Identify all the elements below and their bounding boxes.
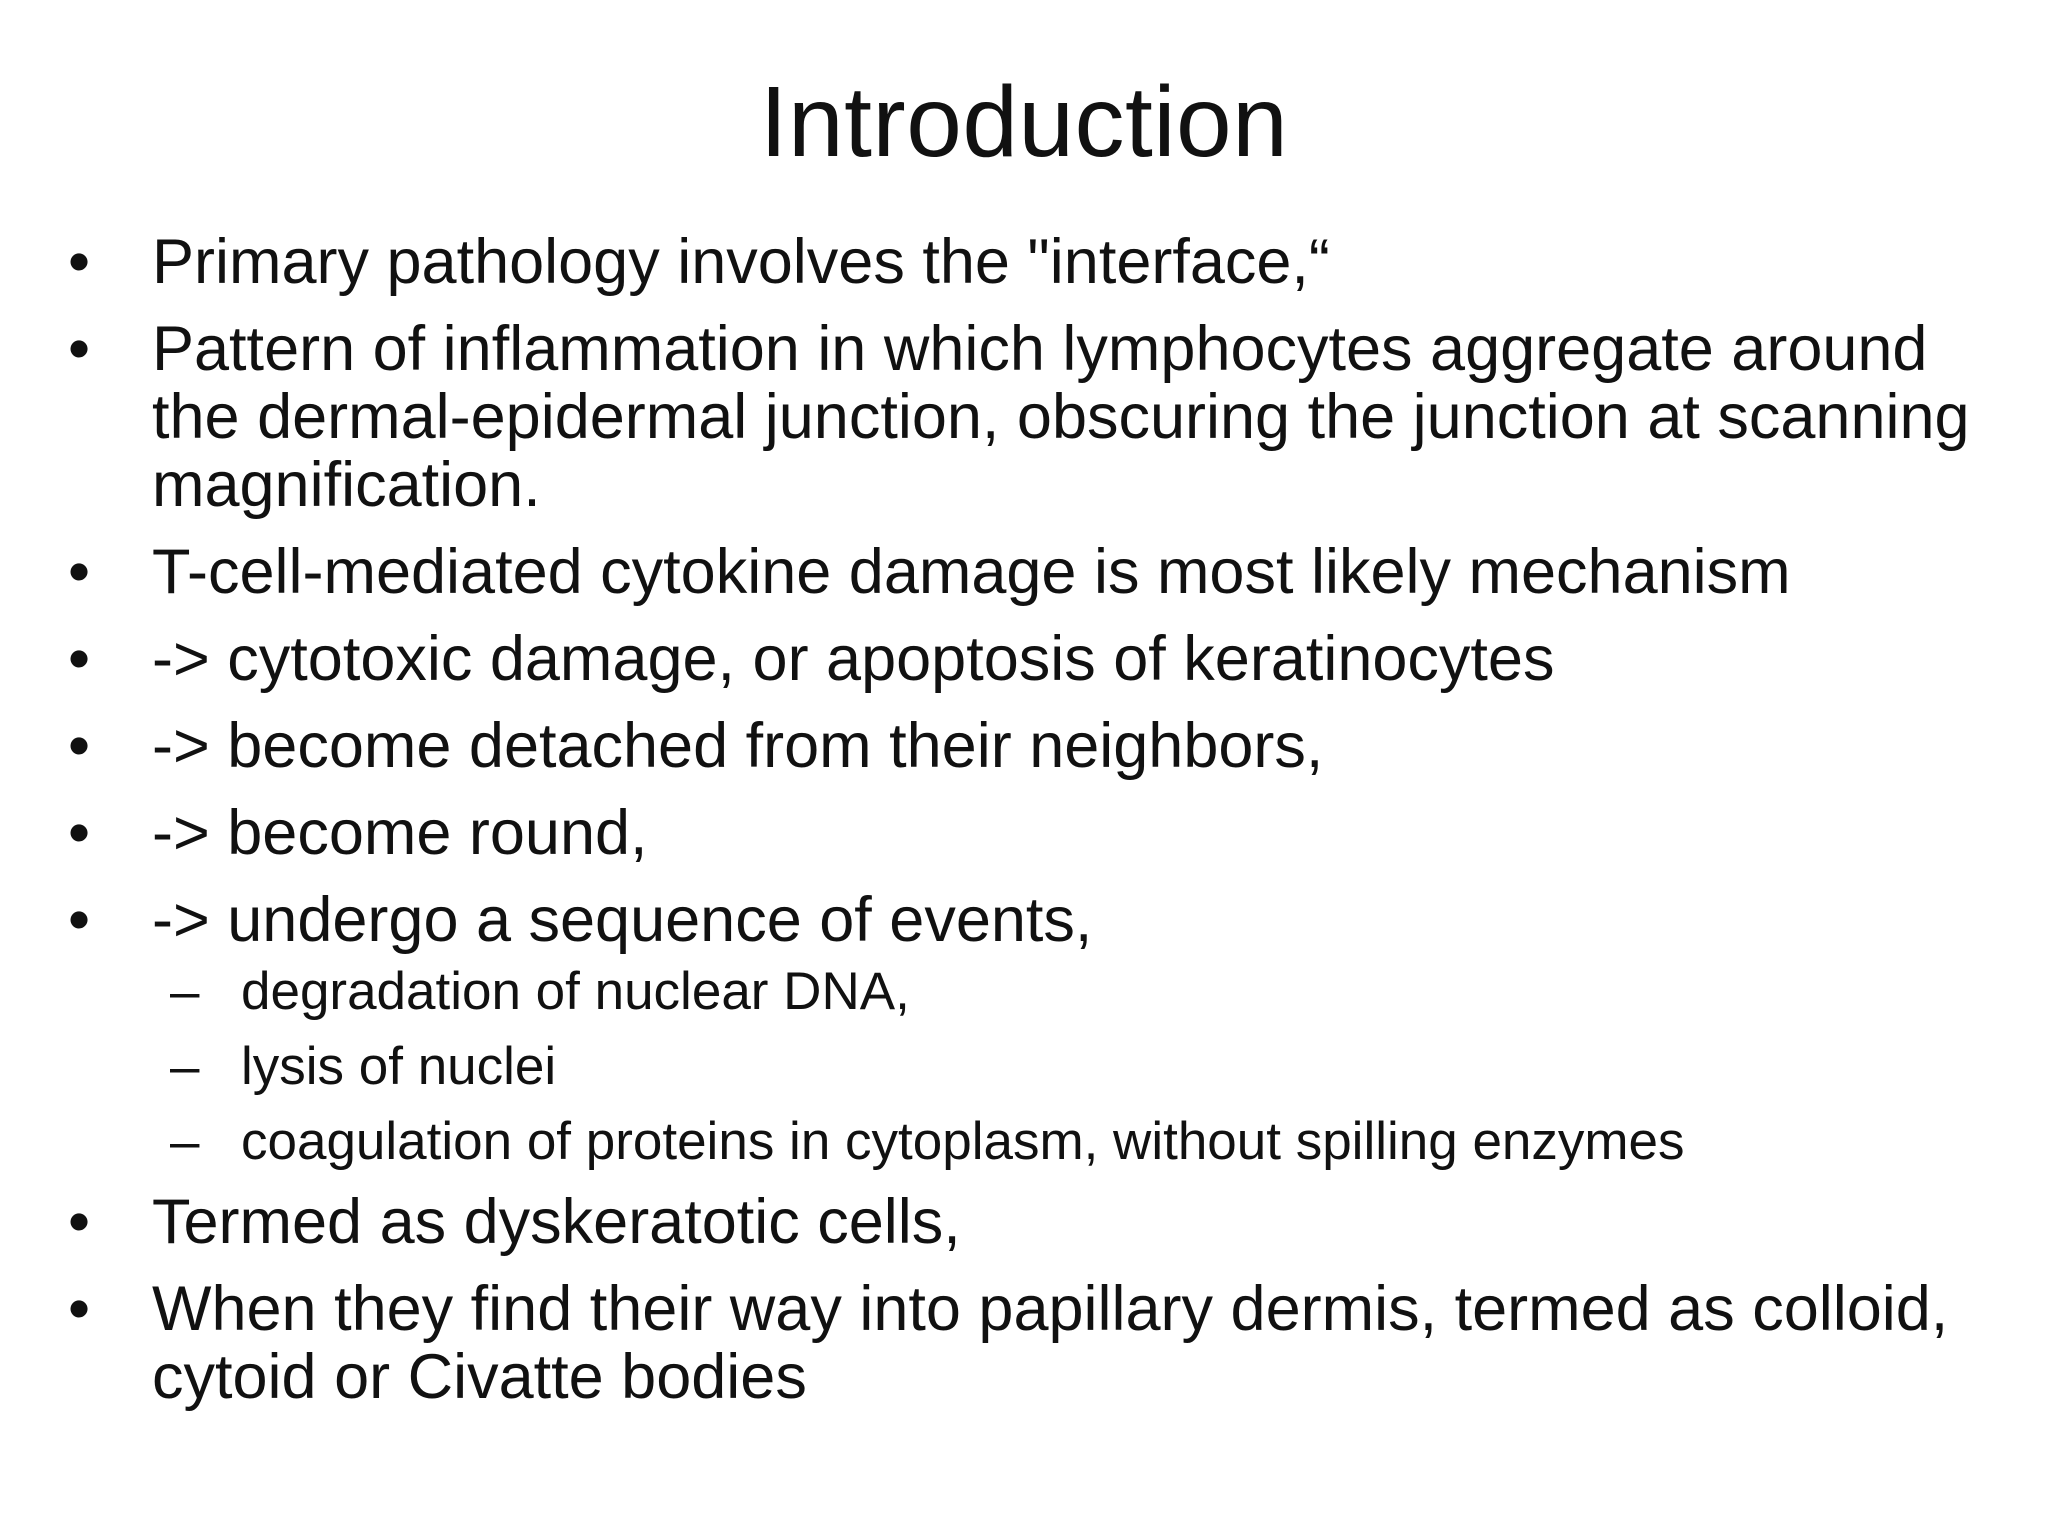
sub-bullet-text: degradation of nuclear DNA, [241,962,910,1021]
bullet-text: When they find their way into papillary dermis, termed as colloid, cytoid or Civatte bodies [152,1274,1949,1412]
sub-bullet-text: coagulation of proteins in cytoplasm, without spilling enzymes [241,1112,1685,1171]
bullet-text: Pattern of inflammation in which lymphocytes aggregate around the dermal-epidermal junction, obscuring the junction at scanning magnification. [152,314,1970,520]
sub-bullet-marker: – [170,962,200,1021]
bullet-marker: • [68,314,91,384]
bullet-text: Primary pathology involves the "interface,“ [152,227,1330,297]
bullet-list [68,228,2028,1430]
sub-bullet-text: lysis of nuclei [241,1037,557,1096]
sub-bullet-marker: – [170,1037,200,1096]
bullet-marker: • [68,1187,91,1257]
sub-bullet-item [68,963,2028,1021]
bullet-marker: • [68,1274,91,1344]
bullet-marker: • [68,227,91,297]
bullet-item [68,1275,1952,1411]
bullet-text: -> undergo a sequence of events, [152,885,1093,955]
bullet-text: -> cytotoxic damage, or apoptosis of keratinocytes [152,624,1555,694]
bullet-marker: • [68,537,91,607]
bullet-text: Termed as dyskeratotic cells, [152,1187,961,1257]
sub-bullet-item [68,1038,2028,1096]
bullet-item [68,315,2032,519]
bullet-text: -> become round, [152,798,648,868]
bullet-text: -> become detached from their neighbors, [152,711,1324,781]
bullet-marker: • [68,798,91,868]
bullet-marker: • [68,711,91,781]
bullet-marker: • [68,624,91,694]
bullet-item [68,1188,2028,1256]
sub-bullet-item [68,1113,2028,1171]
slide-title: Introduction [759,66,1289,178]
sub-bullet-group [68,963,2028,1171]
bullet-text: T-cell-mediated cytokine damage is most likely mechanism [152,537,1791,607]
bullet-marker: • [68,885,91,955]
bullet-item [68,712,2028,780]
bullet-item [68,799,2028,867]
sub-bullet-marker: – [170,1112,200,1171]
bullet-item [68,886,2028,954]
sub-bullet-list [68,963,2028,1171]
bullet-item [68,625,2028,693]
bullet-item [68,538,2028,606]
bullet-item [68,228,2028,296]
